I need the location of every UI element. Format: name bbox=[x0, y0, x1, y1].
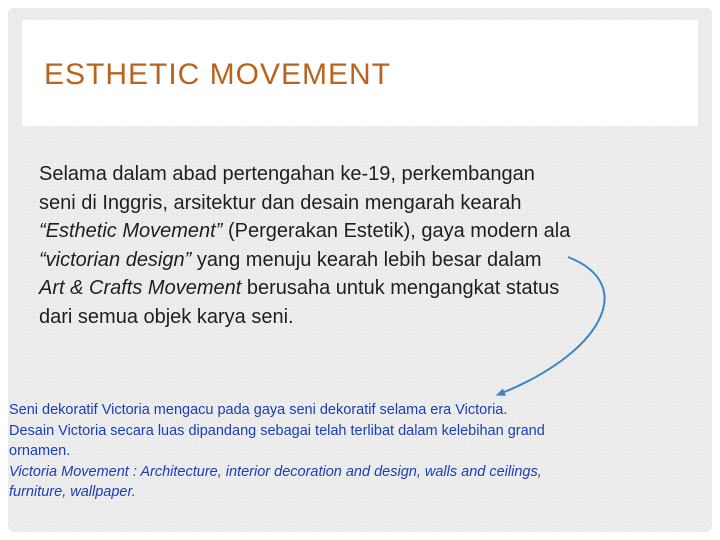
body-line-5 bbox=[39, 274, 699, 303]
title-box bbox=[22, 20, 698, 126]
note-line-3: ornamen. bbox=[9, 443, 71, 459]
esthetic-movement-term: “Esthetic Movement” bbox=[39, 220, 223, 242]
body-line-4 bbox=[39, 246, 699, 275]
body-line-3-rest: (Pergerakan Estetik), gaya modern ala bbox=[222, 220, 571, 242]
annotation-note bbox=[9, 400, 709, 503]
note-line-5-italic: furniture, wallpaper. bbox=[9, 484, 136, 500]
art-crafts-movement-term: Art & Crafts Movement bbox=[39, 277, 242, 299]
note-line-5 bbox=[9, 482, 709, 503]
victorian-design-term: “victorian design” bbox=[39, 248, 192, 271]
note-line-4-italic: Victoria Movement : Architecture, interior decoration and design, walls and ceilings, bbox=[9, 463, 542, 480]
body-line-3 bbox=[39, 217, 699, 246]
body-line-1: Selama dalam abad pertengahan ke-19, perkembangan bbox=[39, 163, 535, 185]
note-line-2: Desain Victoria secara luas dipandang sebagai telah terlibat dalam kelebihan grand bbox=[9, 422, 545, 439]
slide-title: ESTHETIC MOVEMENT bbox=[44, 58, 392, 91]
body-line-4-rest: yang menuju kearah lebih besar dalam bbox=[191, 248, 542, 271]
note-line-1: Seni dekoratif Victoria mengacu pada gaya seni dekoratif selama era Victoria. bbox=[9, 402, 508, 418]
body-line-2: seni di Inggris, arsitektur dan desain mengarah kearah bbox=[39, 191, 522, 214]
body-line-6: dari semua objek karya seni. bbox=[39, 305, 294, 328]
note-line-4 bbox=[9, 462, 709, 483]
body-paragraph bbox=[39, 160, 699, 331]
body-line-5-rest: berusaha untuk mengangkat status bbox=[241, 277, 560, 299]
